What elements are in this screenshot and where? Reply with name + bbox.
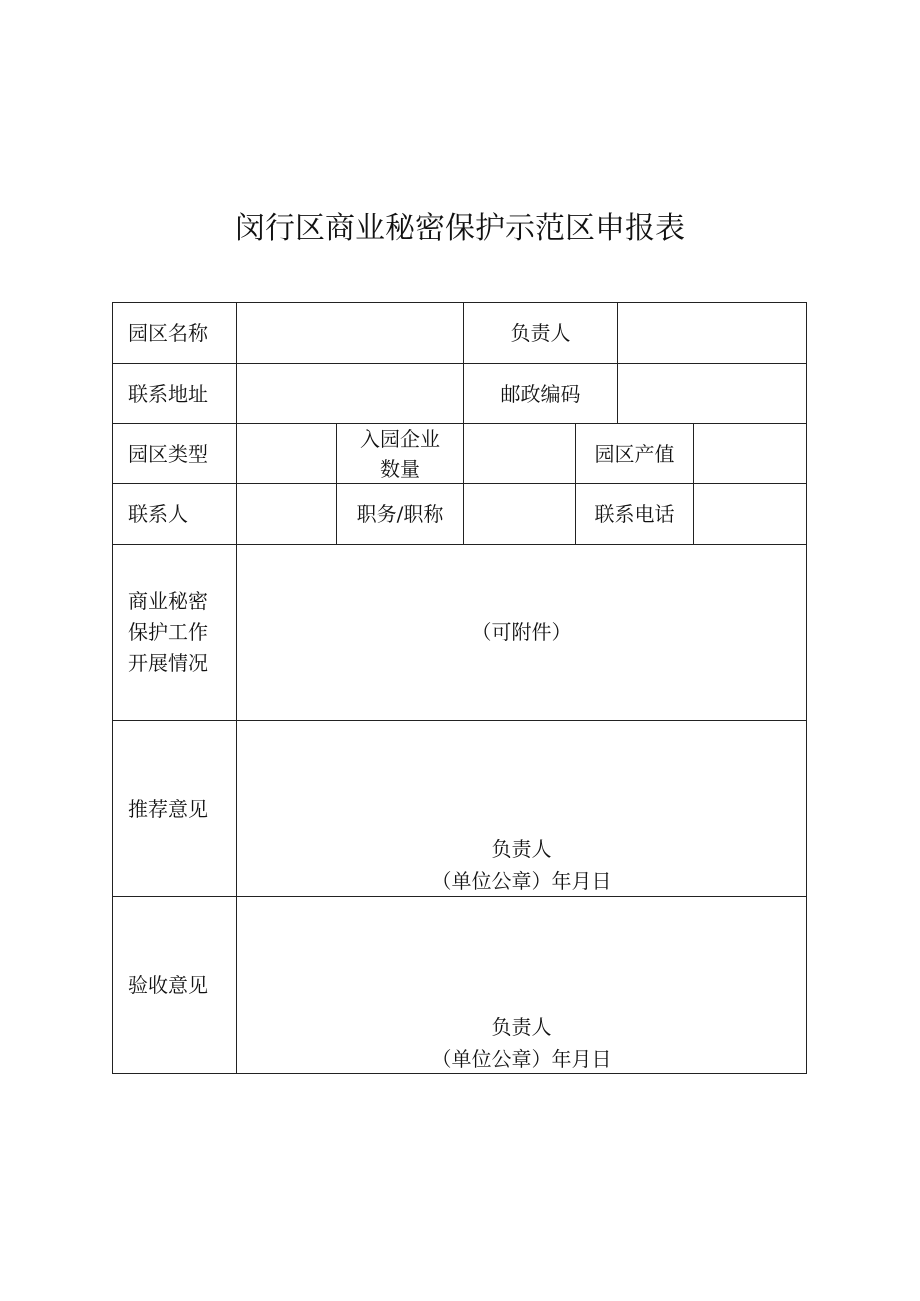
phone-field[interactable] xyxy=(694,484,806,545)
responsible-label: 负责人 xyxy=(464,303,618,364)
work-situation-label xyxy=(113,545,237,721)
work-label-line1: 商业秘密 xyxy=(128,589,208,613)
enterprise-count-label-line2: 数量 xyxy=(380,456,420,481)
recommend-field[interactable] xyxy=(237,721,806,897)
accept-stamp-date: （单位公章）年月日 xyxy=(431,1047,612,1071)
park-type-label: 园区类型 xyxy=(113,424,237,484)
postcode-field[interactable] xyxy=(618,364,806,424)
park-name-field[interactable] xyxy=(237,303,464,364)
postcode-label: 邮政编码 xyxy=(464,364,618,424)
recommend-responsible: 负责人 xyxy=(491,837,552,861)
recommend-label: 推荐意见 xyxy=(113,721,237,897)
enterprise-count-label-line1: 入园企业 xyxy=(360,426,440,451)
recommend-signature-block xyxy=(237,833,806,897)
application-form xyxy=(112,302,807,1074)
responsible-field[interactable] xyxy=(618,303,806,364)
work-label-line2: 保护工作 xyxy=(128,620,208,644)
phone-label: 联系电话 xyxy=(576,484,694,545)
contact-label: 联系人 xyxy=(113,484,237,545)
park-name-label: 园区名称 xyxy=(113,303,237,364)
accept-responsible: 负责人 xyxy=(491,1015,552,1039)
park-type-field[interactable] xyxy=(237,424,337,484)
output-value-field[interactable] xyxy=(694,424,806,484)
accept-label: 验收意见 xyxy=(113,897,237,1073)
position-label: 职务/职称 xyxy=(337,484,464,545)
address-field[interactable] xyxy=(237,364,464,424)
attachment-note: （可附件） xyxy=(471,620,572,644)
work-situation-field[interactable] xyxy=(237,545,806,721)
recommend-stamp-date: （单位公章）年月日 xyxy=(431,869,612,893)
work-label-line3: 开展情况 xyxy=(128,651,208,675)
enterprise-count-field[interactable] xyxy=(464,424,576,484)
output-value-label: 园区产值 xyxy=(576,424,694,484)
page-title: 闵行区商业秘密保护示范区申报表 xyxy=(235,211,685,246)
accept-signature-block xyxy=(237,1011,806,1075)
address-label: 联系地址 xyxy=(113,364,237,424)
enterprise-count-label xyxy=(337,424,464,484)
accept-field[interactable] xyxy=(237,897,806,1073)
position-field[interactable] xyxy=(464,484,576,545)
contact-field[interactable] xyxy=(237,484,337,545)
